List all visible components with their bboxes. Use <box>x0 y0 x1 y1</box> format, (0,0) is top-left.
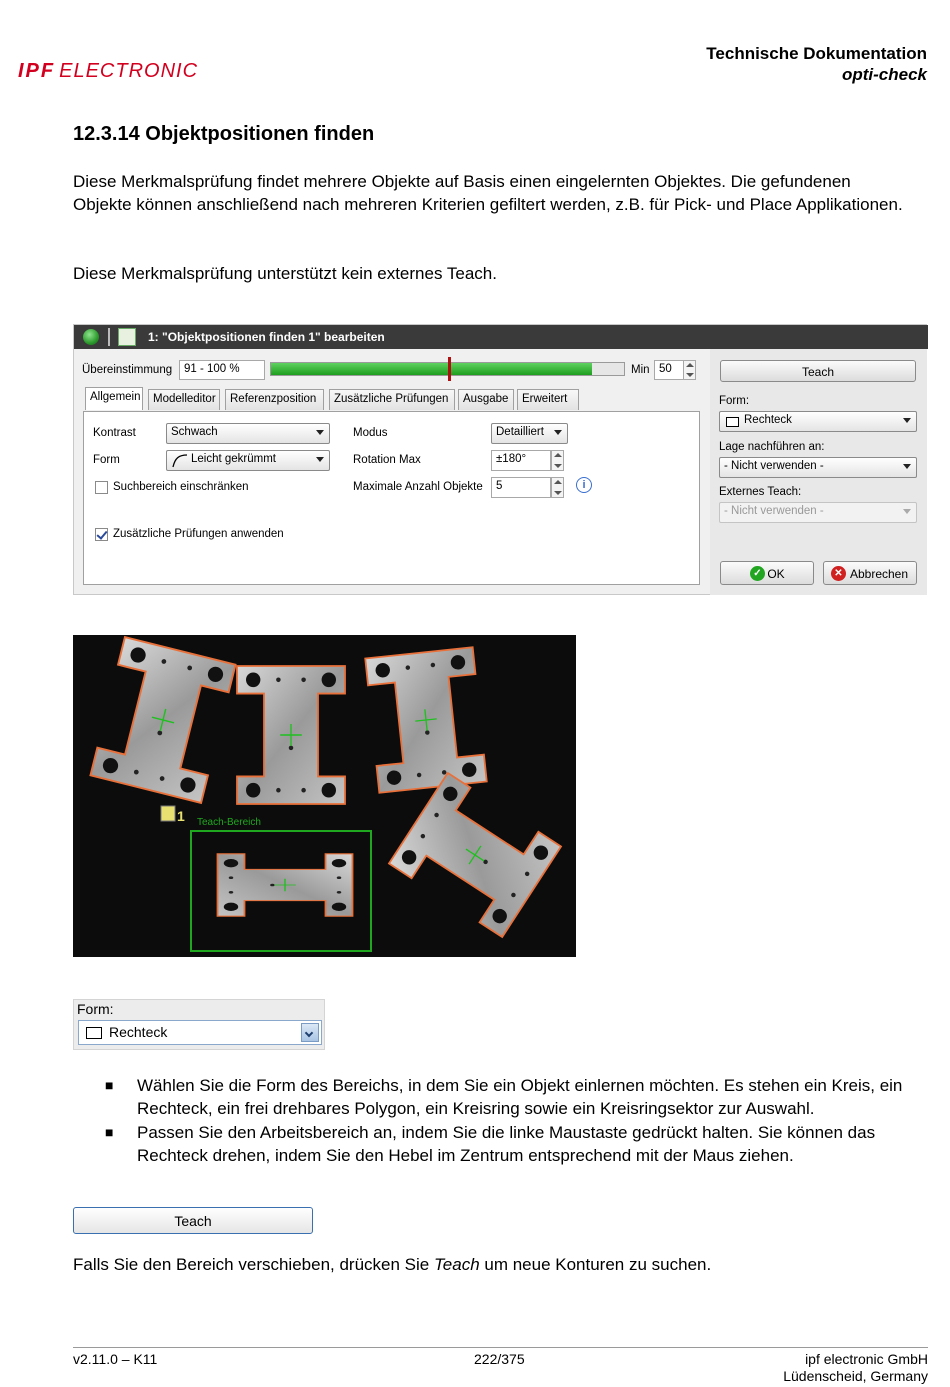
cancel-label: Abbrechen <box>849 567 909 581</box>
bullet-marker: ■ <box>105 1124 114 1140</box>
rectangle-icon <box>86 1027 102 1039</box>
document-title: Technische Dokumentation <box>706 44 927 63</box>
tab-referenzposition[interactable]: Referenzposition <box>225 389 324 410</box>
edit-dialog <box>73 324 927 595</box>
kontrast-value: Schwach <box>171 426 218 438</box>
maxobj-spinner[interactable] <box>551 477 564 498</box>
footer-version: v2.11.0 – K11 <box>73 1351 158 1367</box>
intro-paragraph: Diese Merkmalsprüfung findet mehrere Objekte auf Basis einen eingelernten Objektes. Die gefundenen Objekte können anschließend nach mehreren Kriterien gefiltert werden, z.B. für Pick- und Place Applikationen. <box>73 172 903 214</box>
zusatz-pruefungen-label: Zusätzliche Prüfungen anwenden <box>113 528 284 540</box>
form-value: Leicht gekrümmt <box>191 453 277 465</box>
teach-marker-number: 1 <box>177 808 185 824</box>
status-green-icon <box>83 329 99 345</box>
match-slider-handle[interactable] <box>448 357 451 381</box>
form-widget <box>73 999 325 1050</box>
side-form-label: Form: <box>719 395 750 407</box>
footer-city: Lüdenscheid, Germany <box>783 1368 928 1384</box>
maxobj-label: Maximale Anzahl Objekte <box>353 481 483 493</box>
chevron-down-icon <box>316 457 324 462</box>
footer-company-block <box>783 1351 928 1385</box>
bullet-form-shapes: Wählen Sie die Form des Bereichs, in dem Sie ein Objekt einlernen möchten. Es stehen ein Kreis, ein Rechteck, ein frei drehbares Polygon, ein Kreisring sowie ein Kreisringsektor zur Auswahl. <box>137 1076 903 1118</box>
chevron-down-icon <box>903 464 911 469</box>
bullet-marker: ■ <box>105 1077 114 1093</box>
match-label: Übereinstimmung <box>82 364 173 376</box>
section-heading: 12.3.14 Objektpositionen finden <box>73 123 375 145</box>
teach-button-large[interactable]: Teach <box>73 1207 313 1234</box>
rotation-spinner[interactable] <box>551 450 564 471</box>
tab-allgemein[interactable]: Allgemein <box>85 387 143 410</box>
chevron-down-icon <box>554 430 562 435</box>
maxobj-field[interactable]: 5 <box>491 477 551 498</box>
ext-teach-select <box>719 502 917 523</box>
rectangle-icon <box>726 417 739 427</box>
modus-label: Modus <box>353 427 388 439</box>
footer-rule <box>73 1347 928 1348</box>
curve-icon <box>172 454 188 468</box>
cancel-icon: ✕ <box>831 566 846 581</box>
modus-select[interactable] <box>491 423 568 444</box>
tab-ausgabe[interactable]: Ausgabe <box>458 389 514 410</box>
min-value-field[interactable]: 50 <box>654 360 684 380</box>
dialog-titlebar <box>74 325 928 349</box>
match-slider-fill <box>271 363 592 375</box>
min-spinner[interactable] <box>683 360 696 380</box>
check-icon: ✓ <box>750 566 765 581</box>
cancel-button[interactable] <box>823 561 917 585</box>
ipf-logo <box>18 60 198 83</box>
camera-scene <box>73 635 576 957</box>
min-label: Min <box>631 364 650 376</box>
closing-paragraph <box>73 1253 903 1276</box>
form-widget-label: Form: <box>77 1001 114 1017</box>
bullet-work-area: Passen Sie den Arbeitsbereich an, indem Sie die linke Maustaste gedrückt halten. Sie können das Rechteck drehen, indem Sie den Hebel im Zentrum entsprechend mit der Maus ziehen. <box>137 1123 876 1165</box>
closing-teach-emphasis: Teach <box>433 1255 480 1274</box>
form-select[interactable] <box>166 450 330 471</box>
teach-marker-icon <box>161 806 175 821</box>
titlebar-separator <box>108 328 110 346</box>
form-widget-select[interactable] <box>78 1020 322 1045</box>
info-icon[interactable]: i <box>576 477 592 493</box>
suchbereich-checkbox[interactable] <box>95 481 108 494</box>
external-teach-note: Diese Merkmalsprüfung unterstützt kein externes Teach. <box>73 264 497 283</box>
rotation-label: Rotation Max <box>353 454 421 466</box>
side-form-select[interactable] <box>719 411 917 432</box>
tab-zusaetzliche-pruefungen[interactable]: Zusätzliche Prüfungen <box>329 389 455 410</box>
lage-label: Lage nachführen an: <box>719 441 825 453</box>
dialog-title: 1: "Objektpositionen finden 1" bearbeiten <box>148 330 385 344</box>
ext-teach-label: Externes Teach: <box>719 486 802 498</box>
chevron-down-icon[interactable] <box>301 1023 319 1042</box>
document-header <box>706 43 927 85</box>
zusatz-pruefungen-checkbox[interactable] <box>95 528 108 541</box>
match-slider[interactable] <box>270 362 625 376</box>
rotation-field[interactable]: ±180° <box>491 450 551 471</box>
part-4 <box>389 773 561 937</box>
document-subtitle: opti-check <box>841 65 927 84</box>
side-form-value: Rechteck <box>744 414 792 426</box>
general-tab-panel <box>83 411 700 585</box>
logo-ipf: IPF <box>18 60 56 82</box>
lage-value: - Nicht verwenden - <box>724 460 824 472</box>
ok-label: OK <box>767 567 785 581</box>
kontrast-select[interactable] <box>166 423 330 444</box>
object-tool-icon <box>118 328 136 346</box>
tab-modelleditor[interactable]: Modelleditor <box>148 389 220 410</box>
ext-teach-value: - Nicht verwenden - <box>724 505 824 517</box>
lage-select[interactable] <box>719 457 917 478</box>
footer-company: ipf electronic GmbH <box>805 1351 928 1367</box>
chevron-down-icon <box>903 418 911 423</box>
part-3 <box>365 647 487 793</box>
form-label: Form <box>93 454 120 466</box>
logo-electronic: ELECTRONIC <box>59 60 199 82</box>
closing-text-after: um neue Konturen zu suchen. <box>479 1255 712 1274</box>
part-1 <box>90 637 235 803</box>
match-range-field[interactable]: 91 - 100 % <box>179 360 265 380</box>
ok-button[interactable] <box>720 561 814 585</box>
chevron-down-icon <box>316 430 324 435</box>
part-5 <box>218 854 353 916</box>
part-2 <box>237 666 345 804</box>
chevron-down-icon <box>903 509 911 514</box>
modus-value: Detailliert <box>496 426 544 438</box>
teach-region-label: Teach-Bereich <box>197 817 261 828</box>
tab-erweitert[interactable]: Erweitert <box>517 389 579 410</box>
footer-page-number: 222/375 <box>474 1351 525 1367</box>
kontrast-label: Kontrast <box>93 427 136 439</box>
camera-image <box>73 635 576 957</box>
suchbereich-label: Suchbereich einschränken <box>113 481 249 493</box>
teach-button[interactable]: Teach <box>720 360 916 382</box>
closing-text-before: Falls Sie den Bereich verschieben, drücken Sie <box>73 1255 434 1274</box>
form-widget-value: Rechteck <box>109 1024 168 1040</box>
